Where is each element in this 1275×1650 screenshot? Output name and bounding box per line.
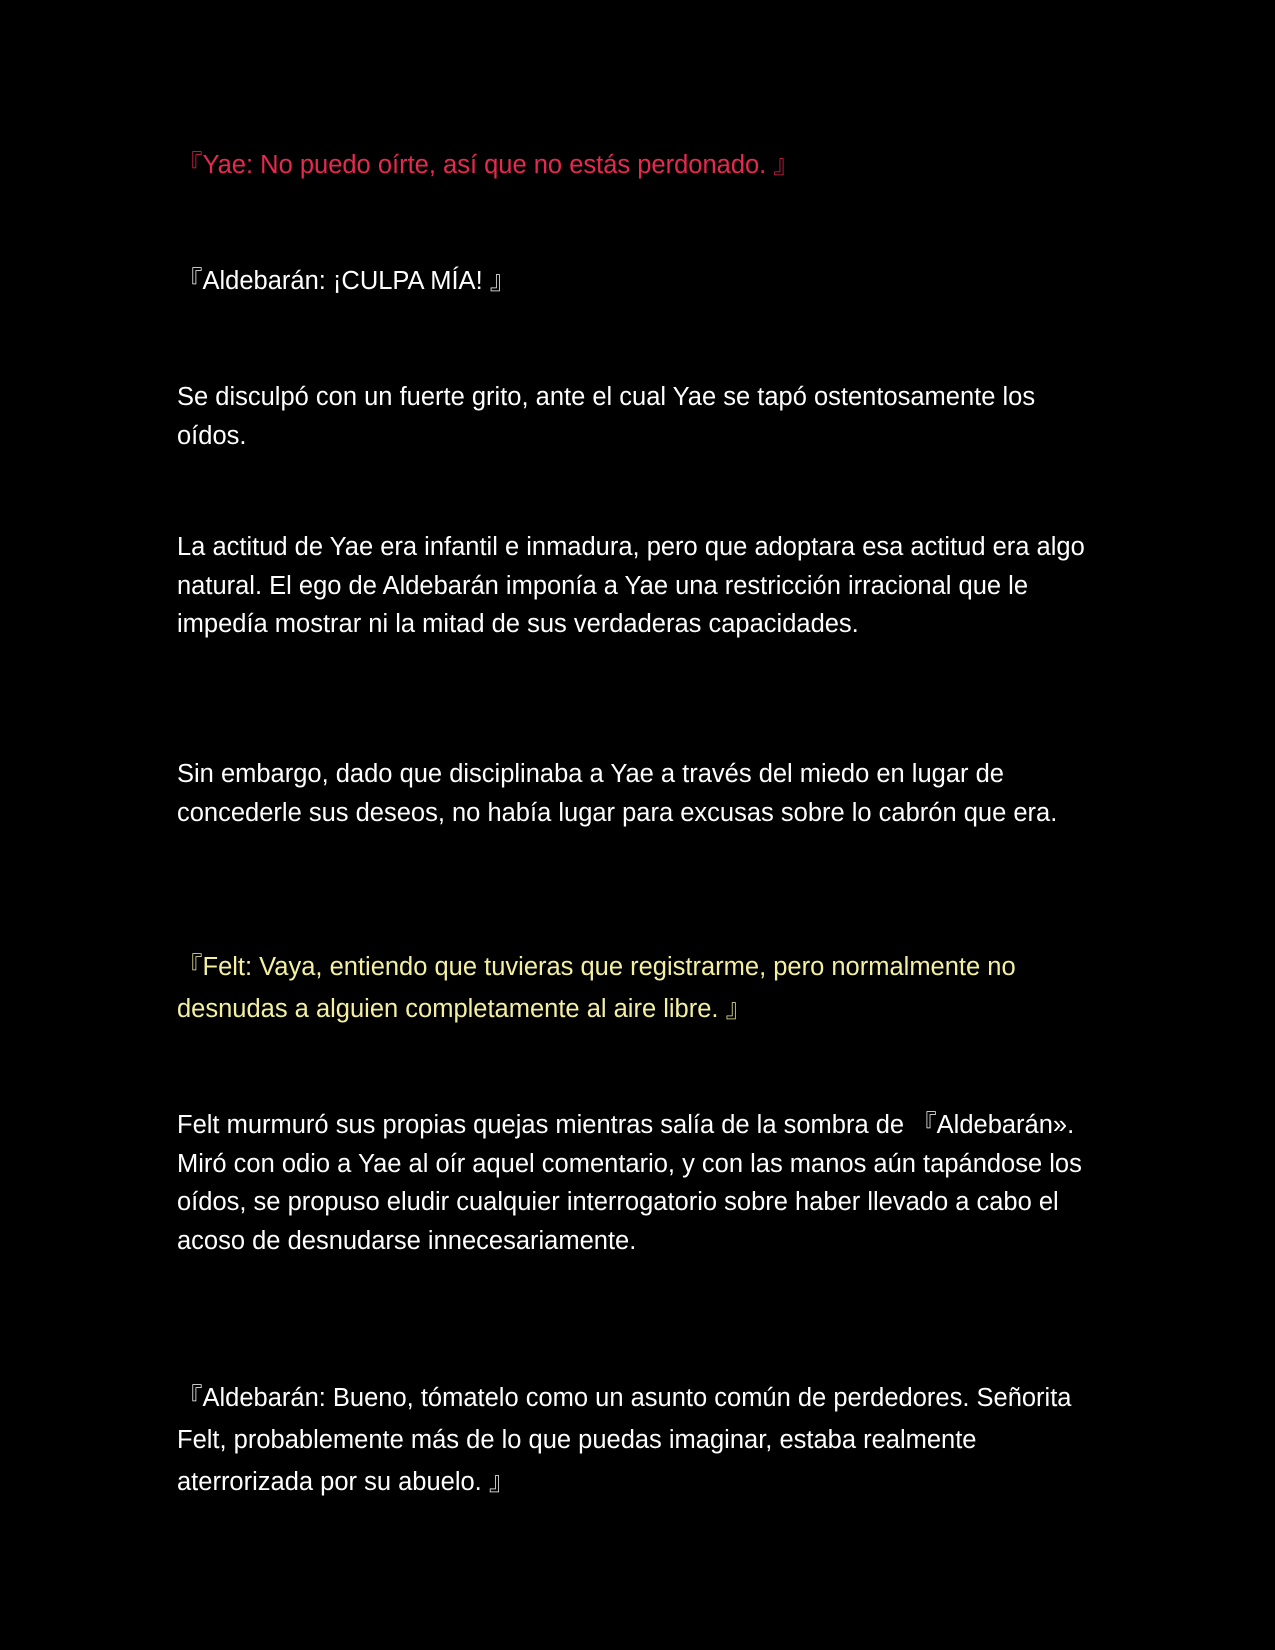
dialogue-aldebaran-losers: 『Aldebarán: Bueno, tómatelo como un asunto común de perdedores. Señorita Felt, probablemente más de lo que puedas imaginar, estaba realmente aterrorizada por su abuelo. 』 — [177, 1384, 1072, 1496]
narration-yae-attitude: La actitud de Yae era infantil e inmadura, pero que adoptara esa actitud era algo natural. El ego de Aldebarán imponía a Yae una restricción irracional que le impedía mostrar ni la mitad de sus verdaderas capacidades. — [177, 533, 1085, 638]
dialogue-felt-complaint: 『Felt: Vaya, entiendo que tuvieras que registrarme, pero normalmente no desnudas a alguien completamente al aire libre. 』 — [177, 953, 1016, 1023]
narration-covers-ears: Se disculpó con un fuerte grito, ante el cual Yae se tapó ostentosamente los oídos. — [177, 383, 1036, 450]
narration-felt-murmured: Felt murmuró sus propias quejas mientras salía de la sombra de 『Aldebarán». Miró con odio a Yae al oír aquel comentario, y con las manos aún tapándose los oídos, se propuso eludir cualquier interrogatorio sobre haber llevado a cabo el acoso de desnudarse innecesariamente. — [177, 1111, 1082, 1255]
dialogue-aldebaran-apology: 『Aldebarán: ¡CULPA MÍA! 』 — [177, 267, 516, 295]
narration-discipline-fear: Sin embargo, dado que disciplinaba a Yae a través del miedo en lugar de concederle sus deseos, no había lugar para excusas sobre lo cabrón que era. — [177, 760, 1058, 827]
dialogue-yae-not-forgiven: 『Yae: No puedo oírte, así que no estás perdonado. 』 — [177, 151, 799, 179]
